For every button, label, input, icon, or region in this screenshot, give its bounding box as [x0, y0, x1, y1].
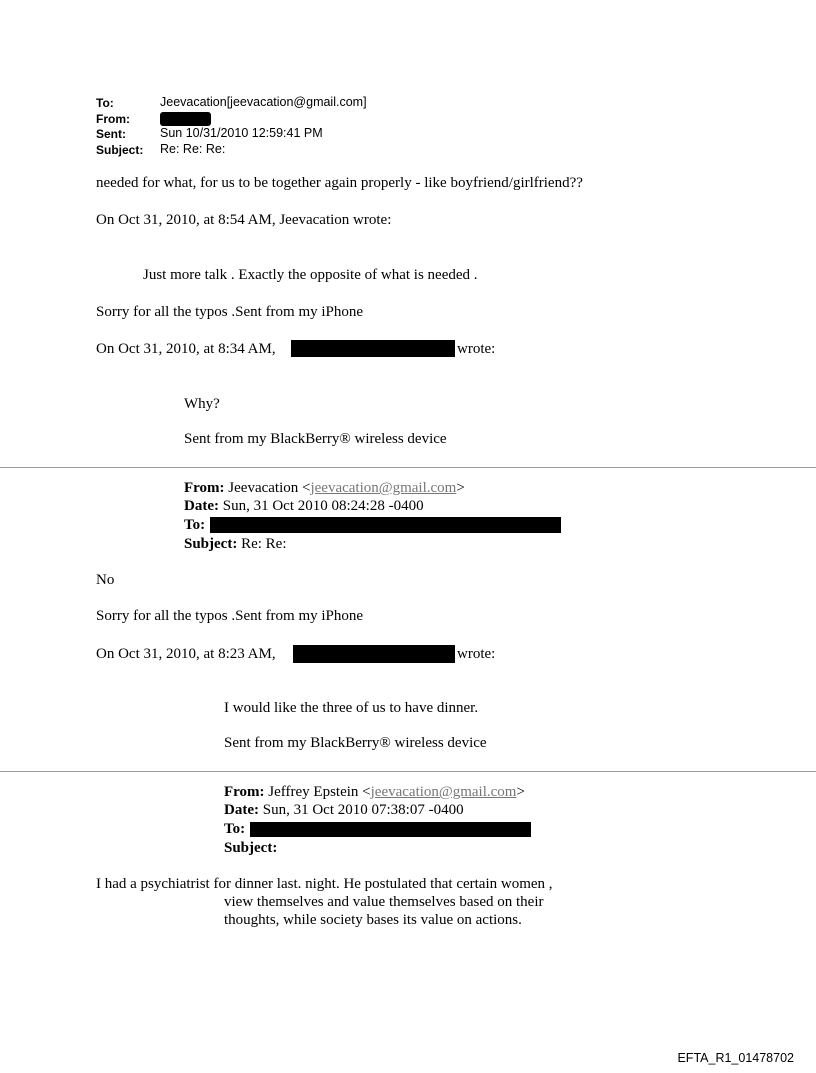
message-body: Why? — [184, 396, 220, 412]
redaction-block — [291, 340, 455, 357]
reply-attribution-suffix: wrote: — [457, 646, 496, 662]
message-body: Just more talk . Exactly the opposite of what is needed . — [143, 267, 478, 283]
document-id: EFTA_R1_01478702 — [677, 1051, 794, 1065]
message-body-line: view themselves and value themselves based on their — [224, 894, 544, 910]
message-signature: Sorry for all the typos .Sent from my iPhone — [96, 304, 364, 320]
redaction-block — [293, 645, 455, 663]
quoted-from-name: Jeffrey Epstein < — [268, 784, 371, 800]
quoted-from-line — [224, 783, 525, 801]
header-subject-value: Re: Re: Re: — [160, 142, 226, 156]
redaction-block — [160, 112, 211, 126]
message-body: No — [96, 572, 115, 588]
quoted-from-label: From: — [184, 480, 225, 496]
header-from-label: From: — [96, 112, 130, 126]
redaction-block — [250, 822, 531, 837]
quoted-from-close: > — [456, 480, 465, 496]
quoted-to-label: To: — [224, 821, 246, 837]
quoted-date-label: Date: — [224, 802, 259, 818]
quoted-subject-label: Subject: — [224, 840, 278, 856]
reply-attribution: On Oct 31, 2010, at 8:54 AM, Jeevacation wrote: — [96, 212, 392, 228]
message-signature: Sent from my BlackBerry® wireless device — [184, 431, 447, 447]
quoted-date-value: Sun, 31 Oct 2010 07:38:07 -0400 — [262, 802, 464, 818]
quoted-from-line — [184, 479, 465, 497]
message-signature: Sent from my BlackBerry® wireless device — [224, 735, 487, 751]
quoted-subject-value: Re: Re: — [241, 536, 287, 552]
message-signature: Sorry for all the typos .Sent from my iPhone — [96, 608, 364, 624]
quoted-from-close: > — [516, 784, 525, 800]
reply-attribution-suffix: wrote: — [457, 341, 496, 357]
quoted-date-label: Date: — [184, 498, 219, 514]
message-body-line: thoughts, while society bases its value on actions. — [224, 912, 522, 928]
message-body: needed for what, for us to be together again properly - like boyfriend/girlfriend?? — [96, 175, 583, 191]
header-sent-label: Sent: — [96, 127, 126, 141]
email-link[interactable]: jeevacation@gmail.com — [370, 784, 517, 800]
divider — [0, 467, 816, 468]
quoted-date-line — [224, 801, 464, 819]
quoted-to-label: To: — [184, 517, 206, 533]
header-to-value: Jeevacation[jeevacation@gmail.com] — [160, 95, 367, 109]
reply-attribution-prefix: On Oct 31, 2010, at 8:23 AM, — [96, 646, 276, 662]
quoted-subject-label: Subject: — [184, 536, 238, 552]
message-body-line: I had a psychiatrist for dinner last. night. He postulated that certain women , — [96, 876, 553, 892]
email-link[interactable]: jeevacation@gmail.com — [310, 480, 457, 496]
redaction-block — [210, 517, 561, 533]
message-body: I would like the three of us to have dinner. — [224, 700, 479, 716]
divider — [0, 771, 816, 772]
quoted-subject-line — [184, 535, 287, 553]
quoted-from-label: From: — [224, 784, 265, 800]
quoted-date-value: Sun, 31 Oct 2010 08:24:28 -0400 — [222, 498, 424, 514]
header-sent-value: Sun 10/31/2010 12:59:41 PM — [160, 126, 323, 140]
quoted-from-name: Jeevacation < — [228, 480, 311, 496]
quoted-date-line — [184, 497, 424, 515]
reply-attribution-prefix: On Oct 31, 2010, at 8:34 AM, — [96, 341, 276, 357]
header-to-label: To: — [96, 96, 114, 110]
header-subject-label: Subject: — [96, 143, 144, 157]
